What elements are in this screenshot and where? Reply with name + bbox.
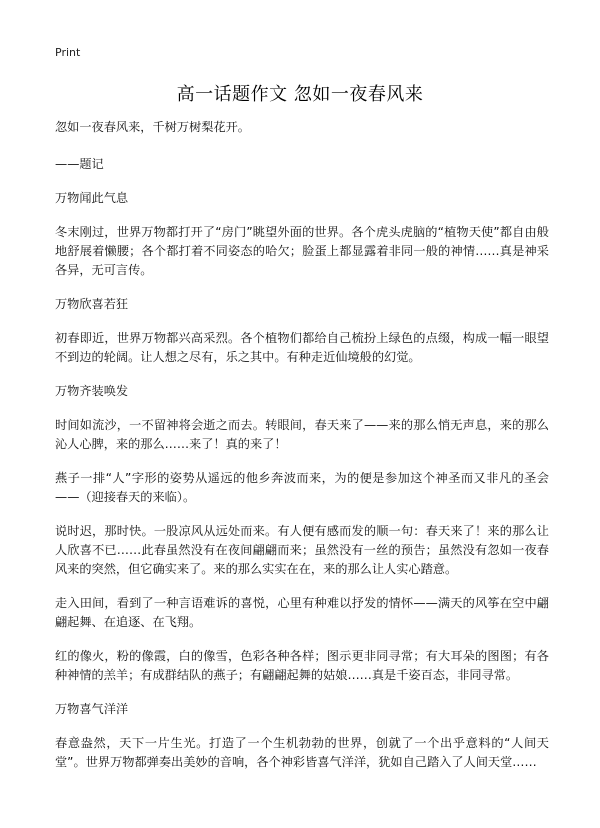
section-heading: 万物喜气洋洋 xyxy=(55,702,129,716)
body-paragraph: 说时迟，那时快。一股凉风从远处而来。有人便有感而发的顺一句：春天来了！来的那么让人欣喜不已……此春虽然没有在夜间翩翩而来；虽然没有一丝的预告；虽然没有忽如一夜春风来的突然，但它确实来了。来的那么实实在在，来的那么让人实心踏意。 xyxy=(55,524,549,576)
document-body xyxy=(55,118,549,787)
body-paragraph: 冬末刚过，世界万物都打开了“房门”眺望外面的世界。各个虎头虎脑的“植物天使”都自由般地舒展着懒腰；各个都打着不同姿态的哈欠；脸蛋上都显露着非同一般的神情……真是神采各异，无可言传。 xyxy=(55,225,549,277)
body-paragraph: 走入田间，看到了一种言语难诉的喜悦，心里有种难以抒发的情怀——满天的风筝在空中翩翩起舞、在追逐、在飞翔。 xyxy=(55,596,549,629)
print-label: Print xyxy=(55,46,81,59)
epigraph: 忽如一夜春风来，千树万树梨花开。 xyxy=(55,120,250,134)
section-heading: 万物齐装唤发 xyxy=(55,384,129,398)
section-heading: 万物闻此气息 xyxy=(55,191,129,205)
body-paragraph: 红的像火，粉的像霞，白的像雪，色彩各种各样；图示更非同寻常；有大耳朵的图图；有各种神情的羔羊；有成群结队的燕子；有翩翩起舞的姑娘……真是千姿百态，非同寻常。 xyxy=(55,649,549,682)
section-heading: 万物欣喜若狂 xyxy=(55,297,129,311)
page-title: 高一话题作文 忽如一夜春风来 xyxy=(176,84,424,105)
body-paragraph: 春意盎然，天下一片生光。打造了一个生机勃勃的世界，创就了一个出乎意料的“人间天堂”。世界万物都弹奏出美妙的音响，各个神彩皆喜气洋洋，犹如自己踏入了人间天堂…… xyxy=(55,736,549,769)
body-paragraph: 燕子一排“人”字形的姿势从遥远的他乡奔波而来，为的便是参加这个神圣而又非凡的圣会——（迎接春天的来临）。 xyxy=(55,471,549,504)
body-paragraph: 时间如流沙，一不留神将会逝之而去。转眼间，春天来了——来的那么悄无声息，来的那么沁人心脾，来的那么……来了！真的来了！ xyxy=(55,418,549,451)
body-paragraph: 初春即近，世界万物都兴高采烈。各个植物们都给自己梳扮上绿色的点缀，构成一幅一眼望不到边的轮阔。让人想之尽有，乐之其中。有种走近仙境般的幻觉。 xyxy=(55,331,549,364)
epigraph-attribution: ——题记 xyxy=(55,157,104,171)
